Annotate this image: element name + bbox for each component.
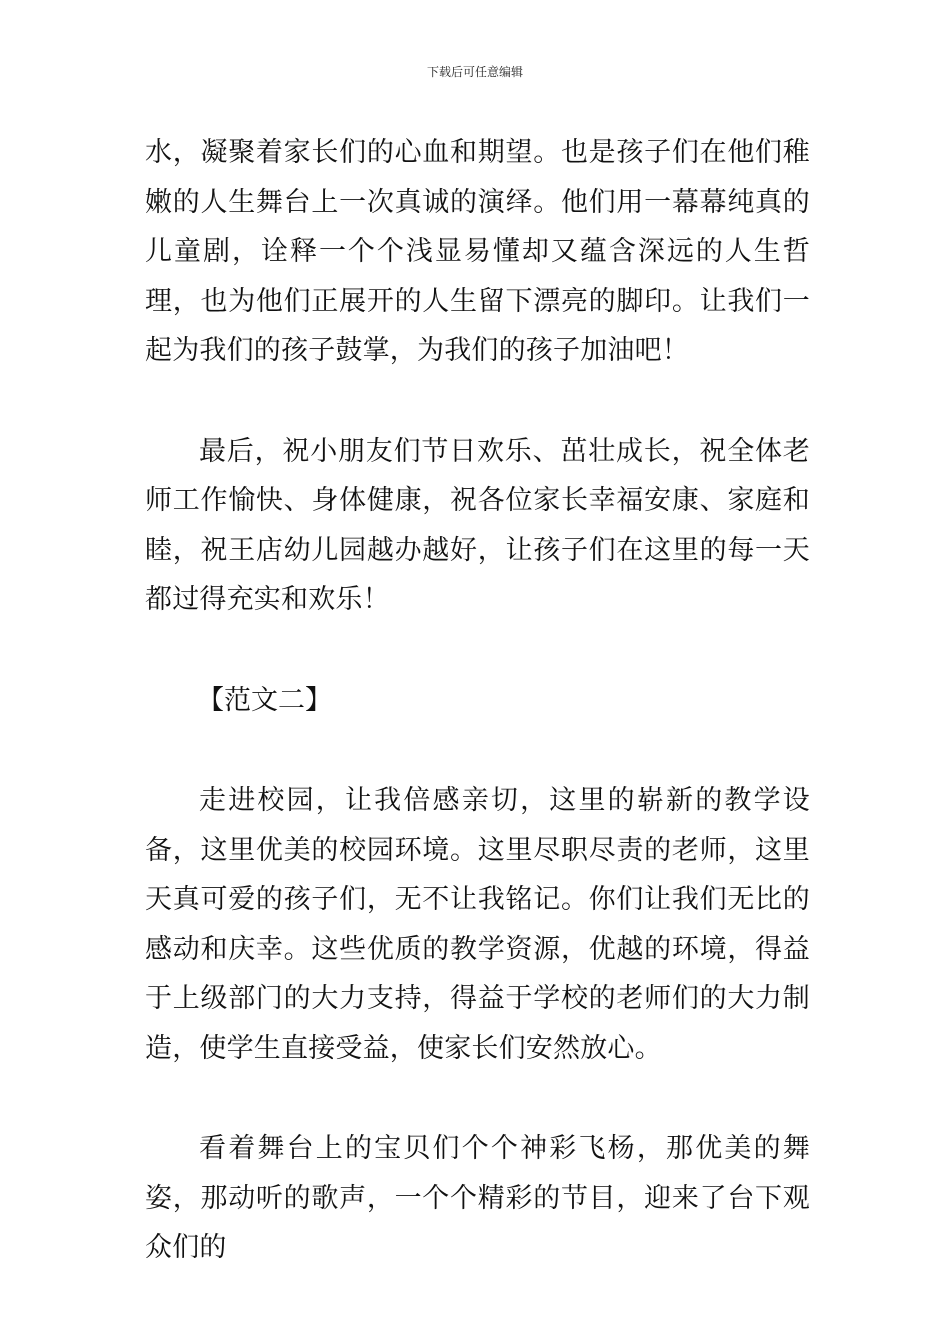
document-body — [145, 128, 810, 1273]
paragraph-gap — [145, 725, 810, 776]
section-heading: 【范文二】 — [197, 684, 332, 716]
paragraph-campus: 走进校园，让我倍感亲切，这里的崭新的教学设备，这里优美的校园环境。这里尽职尽责的老师，这里天真可爱的孩子们，无不让我铭记。你们让我们无比的感动和庆幸。这些优质的教学资源，优越的环境，得益于上级部门的大力支持，得益于学校的老师们的大力制造，使学生直接受益，使家长们安然放心。 — [145, 785, 810, 1064]
paragraph-stage: 看着舞台上的宝贝们个个神彩飞杨，那优美的舞姿，那动听的歌声，一个个精彩的节目，迎来了台下观众们的 — [145, 1133, 810, 1263]
paragraph-gap — [145, 376, 810, 427]
page-header: 下载后可任意编辑 — [426, 65, 523, 79]
paragraph-gap — [145, 1073, 810, 1124]
paragraph-gap — [145, 625, 810, 676]
paragraph-continuation: 水，凝聚着家长们的心血和期望。也是孩子们在他们稚嫩的人生舞台上一次真诚的演绎。他们用一幕幕纯真的儿童剧，诠释一个个浅显易懂却又蕴含深远的人生哲理，也为他们正展开的人生留下漂亮的脚印。让我们一起为我们的孩子鼓掌，为我们的孩子加油吧！ — [145, 137, 810, 366]
paragraph-closing-wishes: 最后，祝小朋友们节日欢乐、茁壮成长，祝全体老师工作愉快、身体健康，祝各位家长幸福安康、家庭和睦，祝王店幼儿园越办越好，让孩子们在这里的每一天都过得充实和欢乐！ — [145, 435, 810, 615]
